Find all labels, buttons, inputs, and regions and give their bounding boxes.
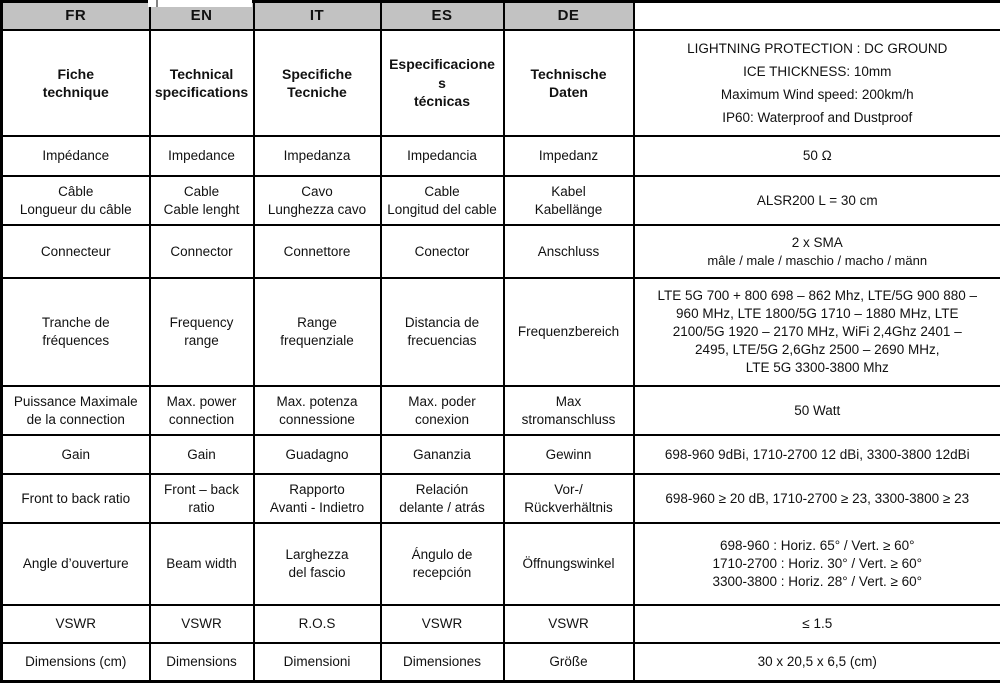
cable-label-it-line1: Cavo <box>259 183 376 201</box>
table-header-row <box>2 2 1000 31</box>
frequency-label-de: Frequenzbereich <box>504 278 634 386</box>
front-to-back-label-de-line1: Vor-/ <box>509 481 629 499</box>
beam-width-value <box>634 523 1000 605</box>
frequency-label-fr-line2: fréquences <box>7 332 145 350</box>
front-to-back-value: 698-960 ≥ 20 dB, 1710-2700 ≥ 23, 3300-3800 ≥ 23 <box>634 474 1000 523</box>
beam-width-value-line-1: 698-960 : Horiz. 65° / Vert. ≥ 60° <box>639 537 997 555</box>
frequency-value <box>634 278 1000 386</box>
frequency-label-es-line1: Distancia de <box>386 314 499 332</box>
max-power-label-de <box>504 386 634 435</box>
cable-label-it-line2: Lunghezza cavo <box>259 201 376 219</box>
beam-width-label-fr: Angle d’ouverture <box>2 523 150 605</box>
title-label-en-line2: specifications <box>155 83 249 101</box>
max-power-value: 50 Watt <box>634 386 1000 435</box>
max-power-label-de-line2: stromanschluss <box>509 411 629 429</box>
front-to-back-label-en-line1: Front – back <box>155 481 249 499</box>
table-row-frequency-range <box>2 278 1000 386</box>
frequency-label-es <box>381 278 504 386</box>
frequency-label-it <box>254 278 381 386</box>
cable-label-de-line2: Kabellänge <box>509 201 629 219</box>
cable-label-es-line1: Cable <box>386 183 499 201</box>
vswr-label-en: VSWR <box>150 605 254 643</box>
frequency-label-es-line2: frecuencias <box>386 332 499 350</box>
table-row-title <box>2 30 1000 136</box>
gain-value: 698-960 9dBi, 1710-2700 12 dBi, 3300-3800 12dBi <box>634 435 1000 474</box>
connector-value-gender: mâle / male / maschio / macho / männ <box>639 252 997 269</box>
table-row-gain <box>2 435 1000 474</box>
cable-label-en-line1: Cable <box>155 183 249 201</box>
title-label-de-line2: Daten <box>509 83 629 101</box>
frequency-label-it-line2: frequenziale <box>259 332 376 350</box>
dimensions-value: 30 x 20,5 x 6,5 (cm) <box>634 643 1000 682</box>
frequency-value-line-1: LTE 5G 700 + 800 698 – 862 Mhz, LTE/5G 900 880 – <box>639 287 997 305</box>
title-label-it-line1: Specifiche <box>259 65 376 83</box>
title-label-en <box>150 30 254 136</box>
impedance-label-en: Impedance <box>150 136 254 176</box>
cable-label-it <box>254 176 381 225</box>
vswr-label-fr: VSWR <box>2 605 150 643</box>
impedance-label-it: Impedanza <box>254 136 381 176</box>
cable-label-fr-line1: Câble <box>7 183 145 201</box>
max-power-label-fr-line2: de la connection <box>7 411 145 429</box>
title-label-fr-line2: technique <box>7 83 145 101</box>
column-header-de: DE <box>504 2 634 31</box>
cable-label-es-line2: Longitud del cable <box>386 201 499 219</box>
beam-width-label-it <box>254 523 381 605</box>
max-power-label-en <box>150 386 254 435</box>
beam-width-label-it-line2: del fascio <box>259 564 376 582</box>
connector-label-en: Connector <box>150 225 254 278</box>
cable-label-es <box>381 176 504 225</box>
cable-label-fr <box>2 176 150 225</box>
cable-value: ALSR200 L = 30 cm <box>634 176 1000 225</box>
front-to-back-label-it-line2: Avanti - Indietro <box>259 499 376 517</box>
gain-label-de: Gewinn <box>504 435 634 474</box>
dimensions-label-es: Dimensiones <box>381 643 504 682</box>
gain-label-it: Guadagno <box>254 435 381 474</box>
title-label-fr-line1: Fiche <box>7 65 145 83</box>
impedance-label-de: Impedanz <box>504 136 634 176</box>
dimensions-label-it: Dimensioni <box>254 643 381 682</box>
connector-label-de: Anschluss <box>504 225 634 278</box>
cable-label-en-line2: Cable lenght <box>155 201 249 219</box>
beam-width-value-line-3: 3300-3800 : Horiz. 28° / Vert. ≥ 60° <box>639 573 997 591</box>
beam-width-label-es <box>381 523 504 605</box>
connector-label-it: Connettore <box>254 225 381 278</box>
title-label-it <box>254 30 381 136</box>
vswr-label-de: VSWR <box>504 605 634 643</box>
impedance-label-fr: Impédance <box>2 136 150 176</box>
table-row-connector <box>2 225 1000 278</box>
table-row-front-to-back-ratio <box>2 474 1000 523</box>
column-header-values <box>634 2 1000 31</box>
front-to-back-label-fr: Front to back ratio <box>2 474 150 523</box>
frequency-label-en <box>150 278 254 386</box>
cable-label-de-line1: Kabel <box>509 183 629 201</box>
general-notes-cell <box>634 30 1000 136</box>
beam-width-label-es-line2: recepción <box>386 564 499 582</box>
max-power-label-it <box>254 386 381 435</box>
frequency-label-it-line1: Range <box>259 314 376 332</box>
max-power-label-es <box>381 386 504 435</box>
beam-width-label-en: Beam width <box>150 523 254 605</box>
connector-label-es: Conector <box>381 225 504 278</box>
cable-label-en <box>150 176 254 225</box>
dimensions-label-de: Größe <box>504 643 634 682</box>
dimensions-label-fr: Dimensions (cm) <box>2 643 150 682</box>
vswr-value: ≤ 1.5 <box>634 605 1000 643</box>
frequency-value-line-2: 960 MHz, LTE 1800/5G 1710 – 1880 MHz, LTE <box>639 305 997 323</box>
title-label-es-line1: Especificaciones <box>386 55 499 92</box>
frequency-label-en-line1: Frequency <box>155 314 249 332</box>
max-power-label-it-line1: Max. potenza <box>259 393 376 411</box>
front-to-back-label-en-line2: ratio <box>155 499 249 517</box>
beam-width-label-es-line1: Ángulo de <box>386 546 499 564</box>
connector-label-fr: Connecteur <box>2 225 150 278</box>
max-power-label-es-line2: conexion <box>386 411 499 429</box>
column-header-fr: FR <box>2 2 150 31</box>
frequency-label-fr-line1: Tranche de <box>7 314 145 332</box>
cable-label-fr-line2: Longueur du câble <box>7 201 145 219</box>
title-label-es <box>381 30 504 136</box>
vswr-label-it: R.O.S <box>254 605 381 643</box>
table-row-impedance <box>2 136 1000 176</box>
frequency-value-line-3: 2100/5G 1920 – 2170 MHz, WiFi 2,4Ghz 2401 – <box>639 323 997 341</box>
impedance-value: 50 Ω <box>634 136 1000 176</box>
max-power-label-fr-line1: Puissance Maximale <box>7 393 145 411</box>
table-row-beam-width <box>2 523 1000 605</box>
column-header-en: EN <box>150 2 254 31</box>
front-to-back-label-de <box>504 474 634 523</box>
impedance-label-es: Impedancia <box>381 136 504 176</box>
note-ip-rating: IP60: Waterproof and Dustproof <box>639 106 997 129</box>
note-lightning-protection: LIGHTNING PROTECTION : DC GROUND <box>639 37 997 60</box>
table-row-vswr <box>2 605 1000 643</box>
max-power-label-it-line2: connessione <box>259 411 376 429</box>
column-header-es: ES <box>381 2 504 31</box>
frequency-label-fr <box>2 278 150 386</box>
connector-value <box>634 225 1000 278</box>
max-power-label-es-line1: Max. poder <box>386 393 499 411</box>
title-label-de-line1: Technische <box>509 65 629 83</box>
note-max-wind-speed: Maximum Wind speed: 200km/h <box>639 83 997 106</box>
title-label-en-line1: Technical <box>155 65 249 83</box>
frequency-label-en-line2: range <box>155 332 249 350</box>
max-power-label-en-line2: connection <box>155 411 249 429</box>
max-power-label-de-line1: Max <box>509 393 629 411</box>
title-label-de <box>504 30 634 136</box>
beam-width-value-line-2: 1710-2700 : Horiz. 30° / Vert. ≥ 60° <box>639 555 997 573</box>
title-label-fr <box>2 30 150 136</box>
max-power-label-fr <box>2 386 150 435</box>
beam-width-label-it-line1: Larghezza <box>259 546 376 564</box>
gain-label-en: Gain <box>150 435 254 474</box>
note-ice-thickness: ICE THICKNESS: 10mm <box>639 60 997 83</box>
frequency-value-line-5: LTE 5G 3300-3800 Mhz <box>639 359 997 377</box>
gain-label-es: Gananzia <box>381 435 504 474</box>
dimensions-label-en: Dimensions <box>150 643 254 682</box>
front-to-back-label-es-line2: delante / atrás <box>386 499 499 517</box>
table-row-max-power <box>2 386 1000 435</box>
table-row-cable <box>2 176 1000 225</box>
front-to-back-label-es <box>381 474 504 523</box>
front-to-back-label-it-line1: Rapporto <box>259 481 376 499</box>
cable-label-de <box>504 176 634 225</box>
frequency-value-line-4: 2495, LTE/5G 2,6Ghz 2500 – 2690 MHz, <box>639 341 997 359</box>
title-label-es-line2: técnicas <box>386 92 499 110</box>
column-header-it: IT <box>254 2 381 31</box>
front-to-back-label-it <box>254 474 381 523</box>
table-row-dimensions <box>2 643 1000 682</box>
title-label-it-line2: Tecniche <box>259 83 376 101</box>
beam-width-label-de: Öffnungswinkel <box>504 523 634 605</box>
max-power-label-en-line1: Max. power <box>155 393 249 411</box>
connector-value-type: 2 x SMA <box>639 234 997 252</box>
front-to-back-label-es-line1: Relación <box>386 481 499 499</box>
gain-label-fr: Gain <box>2 435 150 474</box>
front-to-back-label-en <box>150 474 254 523</box>
front-to-back-label-de-line2: Rückverhältnis <box>509 499 629 517</box>
vswr-label-es: VSWR <box>381 605 504 643</box>
